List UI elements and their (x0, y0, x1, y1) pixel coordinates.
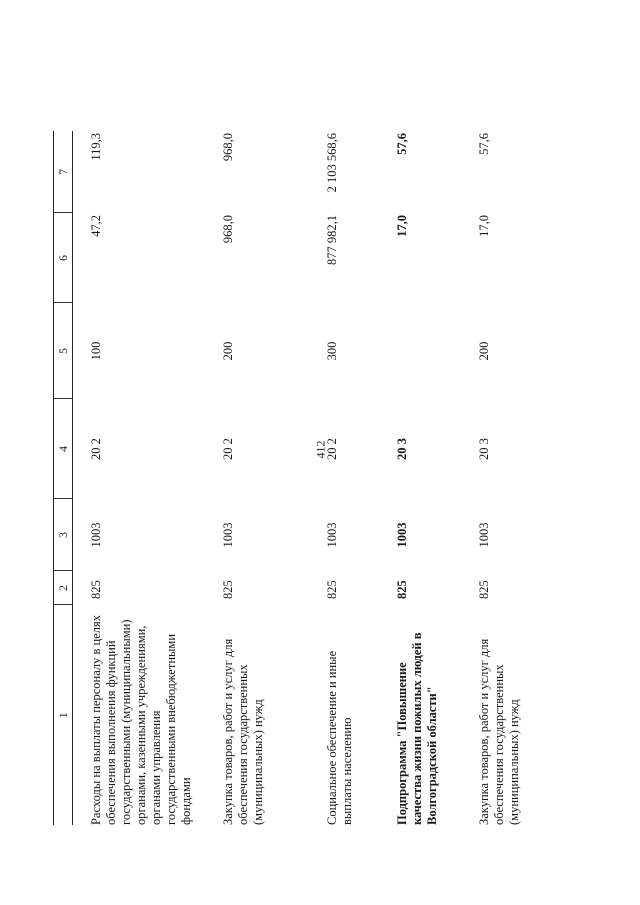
row-csr: 20 2 (220, 438, 235, 460)
row-razdel: 1003 (324, 522, 339, 548)
row-vr: 300 (324, 341, 339, 361)
row-name: Социальное обеспечение и иные выплаты населению (324, 650, 354, 825)
row-razdel: 1003 (89, 522, 103, 548)
row-col7: 57,6 (394, 133, 409, 155)
row-col7: 968,0 (220, 133, 235, 162)
row-razdel: 1003 (220, 522, 235, 548)
header-col-6: 6 (54, 213, 73, 303)
header-col-1: 1 (54, 605, 73, 825)
row-ved: 825 (324, 580, 339, 599)
row-col7: 57,6 (476, 133, 491, 155)
row-csr: 20 2 (89, 438, 103, 460)
row-name: Закупка товаров, работ и услуг для обеспечения государственных (муниципальных) нужд (220, 638, 265, 825)
row-name: Расходы на выплаты персоналу в целях обеспечения выполнения функций государственными (муниципальными) органами, казенными учреждениями, органами управления государственными внебюджетными фондами (89, 615, 193, 825)
row-ved: 825 (220, 580, 235, 599)
row-name: Подпрограмма "Повышение качества жизни пожилых людей в Волгоградской области" (394, 632, 439, 825)
row-col6: 17,0 (476, 215, 491, 237)
row-ved: 825 (89, 580, 103, 599)
row-vr (379, 303, 461, 399)
row-razdel: 1003 (394, 522, 409, 548)
row-ved: 825 (476, 580, 491, 599)
row-col7: 2 103 568,6 (324, 133, 339, 193)
table-row (73, 131, 205, 825)
row-csr: 20 3 (476, 438, 491, 460)
row-col6: 877 982,1 (324, 215, 339, 265)
row-col6: 17,0 (394, 215, 409, 237)
rotated-page (53, 131, 616, 825)
row-csr: 20 3 (394, 438, 409, 460)
row-vr: 200 (220, 341, 235, 361)
row-ved: 825 (394, 580, 409, 599)
row-name: Закупка товаров, работ и услуг для обеспечения государственных (муниципальных) нужд (476, 638, 521, 825)
row-vr: 200 (476, 341, 491, 361)
header-col-4: 4 (54, 399, 73, 499)
header-col-2: 2 (54, 571, 73, 605)
row-col7: 119,3 (89, 133, 103, 161)
row-col6: 47,2 (89, 215, 103, 237)
table-row (461, 131, 551, 825)
row-csr: 20 2 (324, 438, 339, 460)
table-row (205, 131, 309, 825)
page-number: 412 (313, 440, 328, 459)
header-row (54, 131, 73, 825)
budget-table (53, 131, 551, 825)
header-col-7: 7 (54, 131, 73, 213)
header-col-5: 5 (54, 303, 73, 399)
row-col6: 968,0 (220, 215, 235, 244)
table-row (379, 131, 461, 825)
row-razdel: 1003 (476, 522, 491, 548)
row-vr: 100 (89, 341, 103, 361)
table-row (309, 131, 379, 825)
header-col-3: 3 (54, 499, 73, 571)
